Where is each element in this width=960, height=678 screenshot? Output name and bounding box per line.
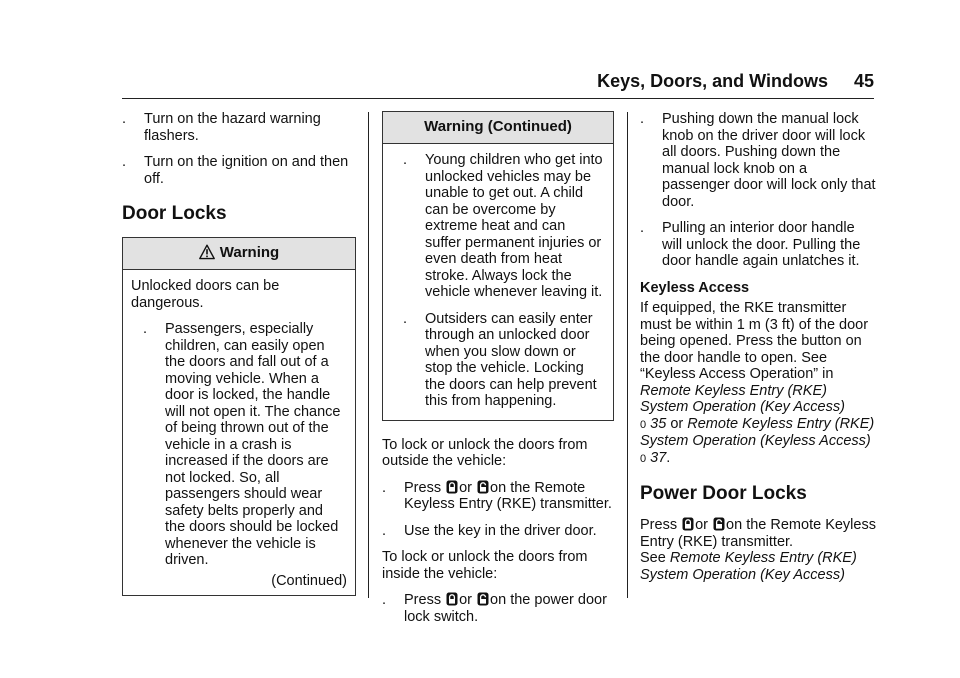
unlock-key-icon [477,592,489,606]
list-item: . Turn on the hazard warning flashers. [122,111,321,144]
warning-continued-title: Warning (Continued) [383,112,613,144]
warning-intro: Unlocked doors can be dangerous. [131,278,280,311]
cross-reference-link[interactable]: Remote Keyless Entry (RKE) System Operation (Key Access) [640,550,857,583]
list-item: . Use the key in the driver door. [382,522,597,539]
column-divider-right [627,112,628,598]
outside-intro: To lock or unlock the doors from outside the vehicle: [382,436,588,469]
subheading-keyless-access: Keyless Access [640,279,750,296]
inside-intro: To lock or unlock the doors from inside the vehicle: [382,549,588,582]
list-item: . Passengers, especially children, can easily open the doors and fall out of a moving vehicle. When a door is locked, the handle will not open it. The chance of being thrown out of the vehicle in a crash is increased if the doors are not locked. So, all passengers should wear safety belts properly and the doors should be locked whenever the vehicle is driven. [143,321,341,568]
lock-key-icon [682,517,694,531]
warning-body [123,270,355,595]
warning-triangle-icon [199,244,215,260]
column-2 [382,111,614,635]
power-door-locks-paragraph: Press or on the Remote Keyless Entry (RKE) transmitter. See Remote Keyless Entry (RKE) System Operation (Key Access) [640,517,876,583]
list-item: . Young children who get into unlocked vehicles may be unable to get out. A child can be overcome by extreme heat and can suffer permanent injuries or even death from heat stroke. Always lock the vehicle whenever leaving it. [403,152,603,300]
warning-continued-body [383,144,613,420]
unlock-key-icon [713,517,725,531]
lock-key-icon [446,480,458,494]
section-heading-door-locks: Door Locks [122,203,227,224]
column-3 [640,111,876,593]
cross-reference-link[interactable]: Remote Keyless Entry (RKE) System Operation (Key Access) [640,382,845,415]
header-rule [122,98,874,99]
continued-label: (Continued) [271,572,347,589]
list-item: . Press or on the power door lock switch. [382,592,607,625]
warning-title: Warning [123,238,355,270]
page-reference-icon: 0 [640,452,647,465]
column-1 [122,111,356,596]
cross-reference-link[interactable]: Remote Keyless Entry (RKE) System Operation (Keyless Access) [640,415,875,449]
list-item: . Pushing down the manual lock knob on the driver door will lock all doors. Pushing down the manual lock knob on a passenger door will lock only that door. [640,111,876,210]
page-number: 45 [853,71,874,91]
list-item: . Outsiders can easily enter through an unlocked door when you slow down or stop the vehicle. Locking the doors can help prevent this from happening. [403,310,597,409]
column-divider-left [368,112,369,598]
unlock-key-icon [477,480,489,494]
list-item: . Turn on the ignition on and then off. [122,154,349,187]
list-item: . Pulling an interior door handle will unlock the door. Pulling the door handle again unlatches it. [640,220,861,269]
warning-continued-box [382,111,614,421]
page-reference-icon: 0 [640,418,647,431]
section-title: Keys, Doors, and Windows [597,71,828,91]
keyless-access-paragraph: If equipped, the RKE transmitter must be within 1 m (3 ft) of the door being opened. Press the button on the door handle to open. See “Keyless Access Operation” in Remote Keyless Entry (RKE) System Operation (Key Access) 0 35 or Remote Keyless Entry (RKE) System Operation (Keyless Access) 0 37. [640,300,875,466]
lock-key-icon [446,592,458,606]
list-item: . Press or on the Remote Keyless Entry (RKE) transmitter. [382,479,612,512]
page-header [122,70,874,92]
warning-box [122,237,356,596]
section-heading-power-door-locks: Power Door Locks [640,483,807,504]
